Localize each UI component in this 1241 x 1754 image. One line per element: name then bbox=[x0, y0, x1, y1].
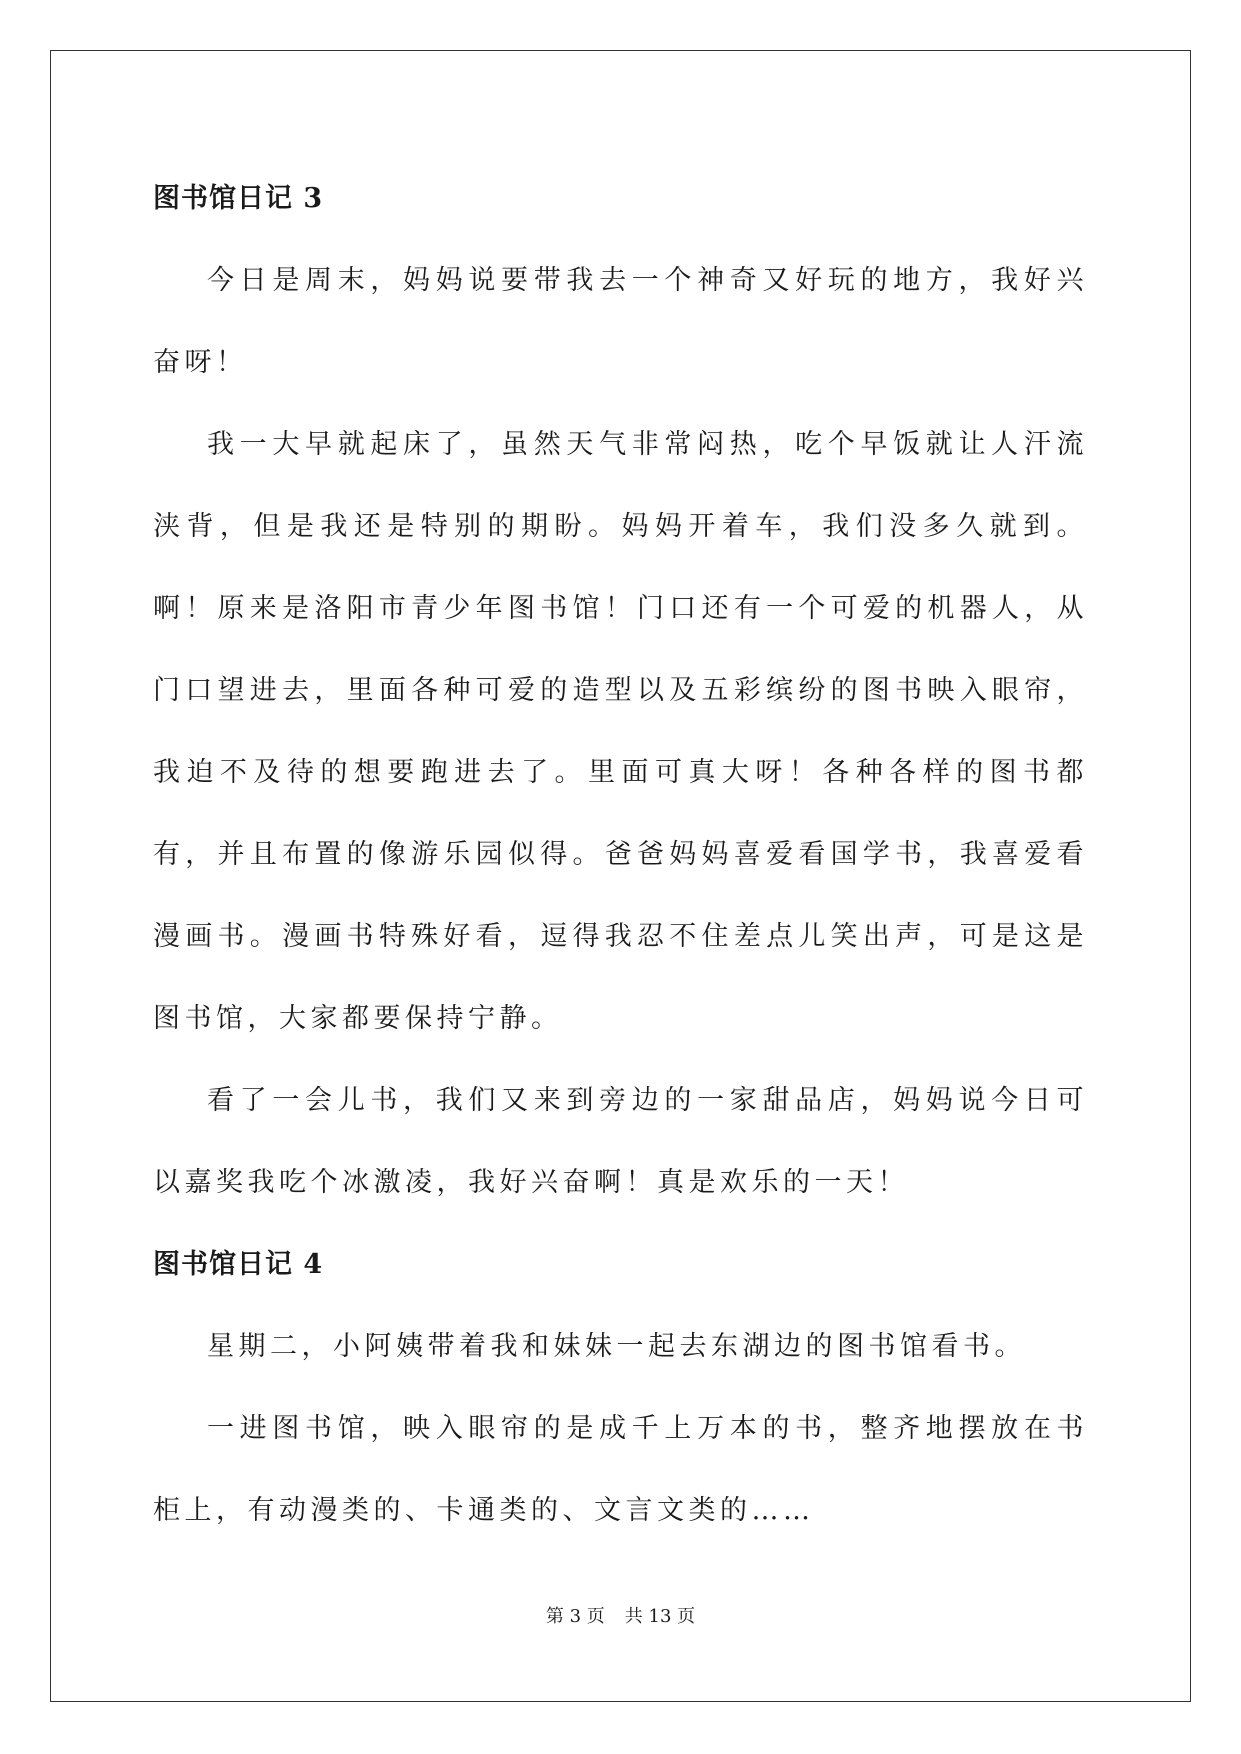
paragraph: 我一大早就起床了，虽然天气非常闷热，吃个早饭就让人汗流浃背，但是我还是特别的期盼。妈妈开着车，我们没多久就到。啊！原来是洛阳市青少年图书馆！门口还有一个可爱的机器人，从门口望进去，里面各种可爱的造型以及五彩缤纷的图书映入眼帘，我迫不及待的想要跑进去了。里面可真大呀！各种各样的图书都有，并且布置的像游乐园似得。爸爸妈妈喜爱看国学书，我喜爱看漫画书。漫画书特殊好看，逗得我忍不住差点儿笑出声，可是这是图书馆，大家都要保持宁静。 bbox=[153, 429, 1088, 1034]
section-title: 图书馆日记 3 bbox=[153, 183, 324, 214]
section-title: 图书馆日记 4 bbox=[153, 1249, 324, 1280]
paragraph: 今日是周末，妈妈说要带我去一个神奇又好玩的地方，我好兴奋呀！ bbox=[153, 265, 1088, 378]
page-number: 第 3 页 bbox=[545, 1606, 605, 1627]
document-body bbox=[153, 158, 1088, 1552]
paragraph: 看了一会儿书，我们又来到旁边的一家甜品店，妈妈说今日可以嘉奖我吃个冰激凌，我好兴奋啊！真是欢乐的一天！ bbox=[153, 1085, 1088, 1198]
page-total: 共 13 页 bbox=[624, 1606, 696, 1627]
page-footer bbox=[0, 1605, 1241, 1629]
paragraph: 一进图书馆，映入眼帘的是成千上万本的书，整齐地摆放在书柜上，有动漫类的、卡通类的、文言文类的…… bbox=[153, 1413, 1088, 1526]
paragraph: 星期二，小阿姨带着我和妹妹一起去东湖边的图书馆看书。 bbox=[207, 1331, 1026, 1362]
